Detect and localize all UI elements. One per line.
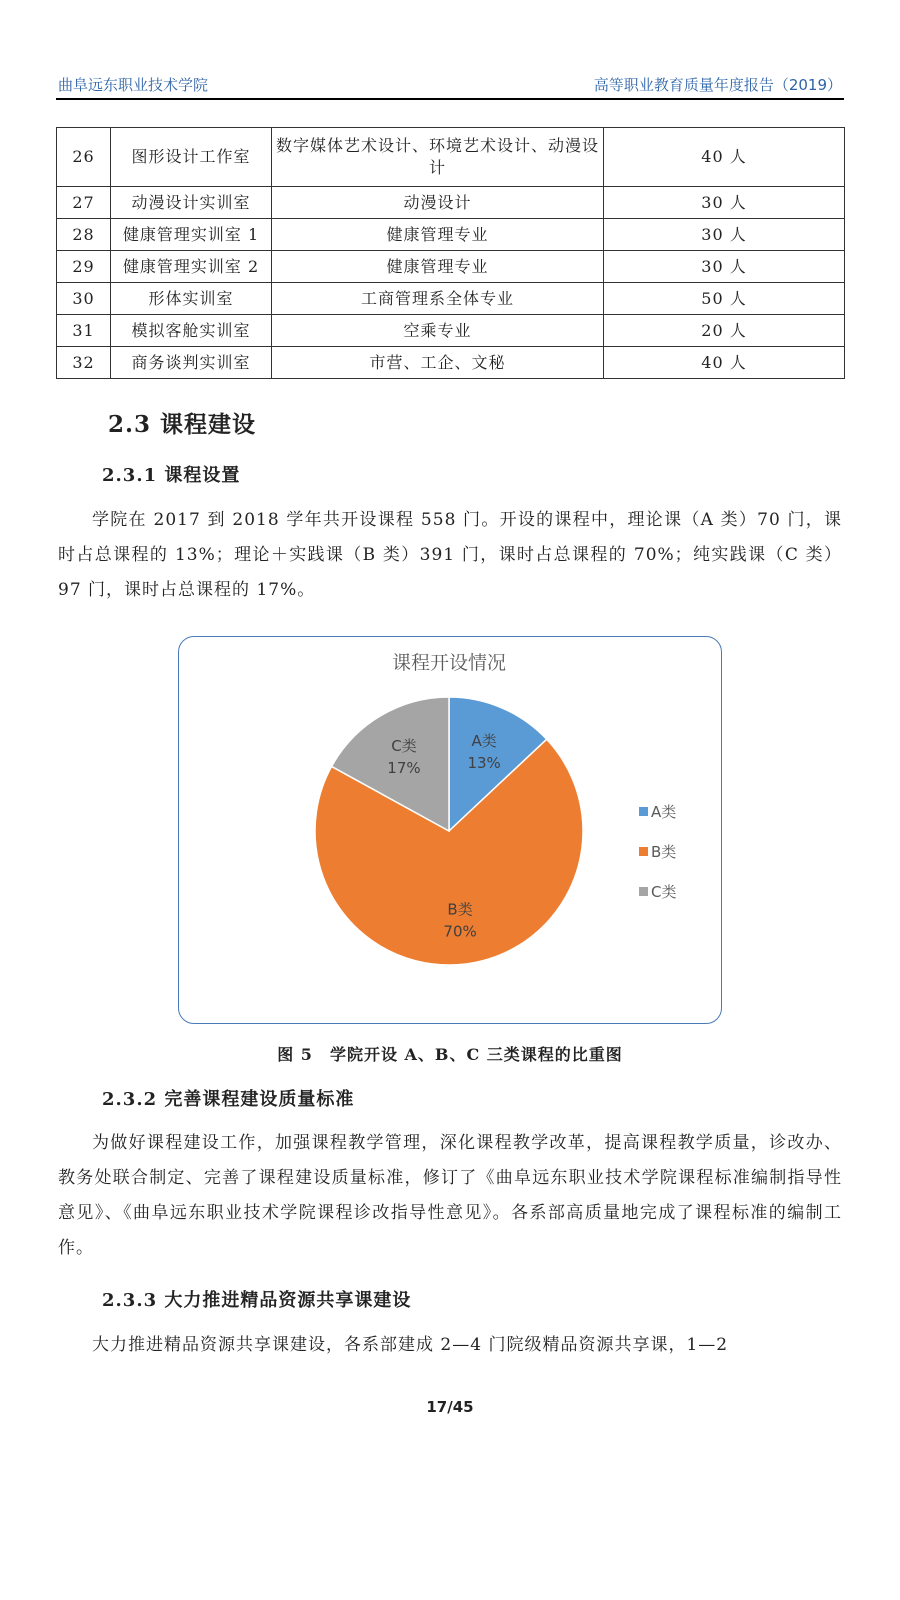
legend-swatch [639, 807, 648, 816]
slice-label-category: A类 [471, 731, 497, 750]
cell-major: 工商管理系全体专业 [272, 283, 604, 315]
header-divider [56, 98, 844, 100]
cell-room: 商务谈判实训室 [111, 347, 272, 379]
figure-caption: 图 5 学院开设 A、B、C 三类课程的比重图 [277, 1045, 623, 1064]
legend-swatch [639, 887, 648, 896]
page-number: 17/45 [426, 1398, 474, 1416]
cell-capacity: 40 人 [604, 347, 845, 379]
cell-number: 31 [57, 315, 111, 347]
pie-chart [179, 637, 723, 1025]
table-row [57, 283, 845, 315]
section-heading-2-3-2: 2.3.2 完善课程建设质量标准 [102, 1089, 355, 1110]
pie-chart-frame [178, 636, 722, 1024]
training-rooms-table [56, 127, 845, 379]
table-row [57, 251, 845, 283]
table-row [57, 315, 845, 347]
slice-label-category: C类 [391, 736, 417, 755]
paragraph-course-setup: 学院在 2017 到 2018 学年共开设课程 558 门。开设的课程中，理论课（A 类）70 门，课时占总课程的 13%；理论＋实践课（B 类）391 门，课时占总课程的 70%；纯实践课（C 类）97 门，课时占总课程的 17%。 [58, 510, 842, 600]
cell-capacity: 20 人 [604, 315, 845, 347]
cell-room: 健康管理实训室 2 [111, 251, 272, 283]
legend-label: C类 [651, 883, 677, 901]
paragraph-quality-standard: 为做好课程建设工作，加强课程教学管理，深化课程教学改革，提高课程教学质量，诊改办、教务处联合制定、完善了课程建设质量标准，修订了《曲阜远东职业技术学院课程标准编制指导性意见》、《曲阜远东职业技术学院课程诊改指导性意见》。各系部高质量地完成了课程标准的编制工作。 [58, 1133, 842, 1258]
chart-title: 课程开设情况 [391, 652, 507, 674]
table-row [57, 128, 845, 187]
cell-capacity: 30 人 [604, 187, 845, 219]
cell-room: 模拟客舱实训室 [111, 315, 272, 347]
table-row [57, 347, 845, 379]
cell-capacity: 50 人 [604, 283, 845, 315]
legend-label: A类 [651, 803, 677, 821]
cell-major: 空乘专业 [272, 315, 604, 347]
cell-room: 动漫设计实训室 [111, 187, 272, 219]
cell-number: 29 [57, 251, 111, 283]
cell-room: 图形设计工作室 [111, 128, 272, 187]
paragraph-resource-courses: 大力推进精品资源共享课建设，各系部建成 2—4 门院级精品资源共享课，1—2 [92, 1335, 729, 1355]
cell-major: 市营、工企、文秘 [272, 347, 604, 379]
cell-capacity: 30 人 [604, 219, 845, 251]
legend-swatch [639, 847, 648, 856]
slice-label-category: B类 [447, 900, 473, 919]
table-row [57, 219, 845, 251]
header-school-name: 曲阜远东职业技术学院 [58, 76, 209, 94]
slice-label-percent: 17% [387, 758, 421, 777]
section-heading-2-3: 2.3 课程建设 [108, 411, 257, 438]
section-heading-2-3-1: 2.3.1 课程设置 [102, 465, 241, 486]
table-row [57, 187, 845, 219]
slice-label-percent: 13% [467, 753, 501, 772]
cell-major: 动漫设计 [272, 187, 604, 219]
cell-number: 32 [57, 347, 111, 379]
cell-major: 健康管理专业 [272, 219, 604, 251]
cell-capacity: 40 人 [604, 128, 845, 187]
cell-number: 26 [57, 128, 111, 187]
section-heading-2-3-3: 2.3.3 大力推进精品资源共享课建设 [102, 1290, 412, 1311]
cell-number: 30 [57, 283, 111, 315]
cell-room: 形体实训室 [111, 283, 272, 315]
cell-capacity: 30 人 [604, 251, 845, 283]
cell-room: 健康管理实训室 1 [111, 219, 272, 251]
header-report-title: 高等职业教育质量年度报告（2019） [593, 76, 842, 94]
cell-number: 27 [57, 187, 111, 219]
legend-label: B类 [651, 843, 677, 861]
cell-major: 健康管理专业 [272, 251, 604, 283]
cell-major: 数字媒体艺术设计、环境艺术设计、动漫设计 [272, 128, 604, 187]
slice-label-percent: 70% [443, 922, 477, 941]
cell-number: 28 [57, 219, 111, 251]
